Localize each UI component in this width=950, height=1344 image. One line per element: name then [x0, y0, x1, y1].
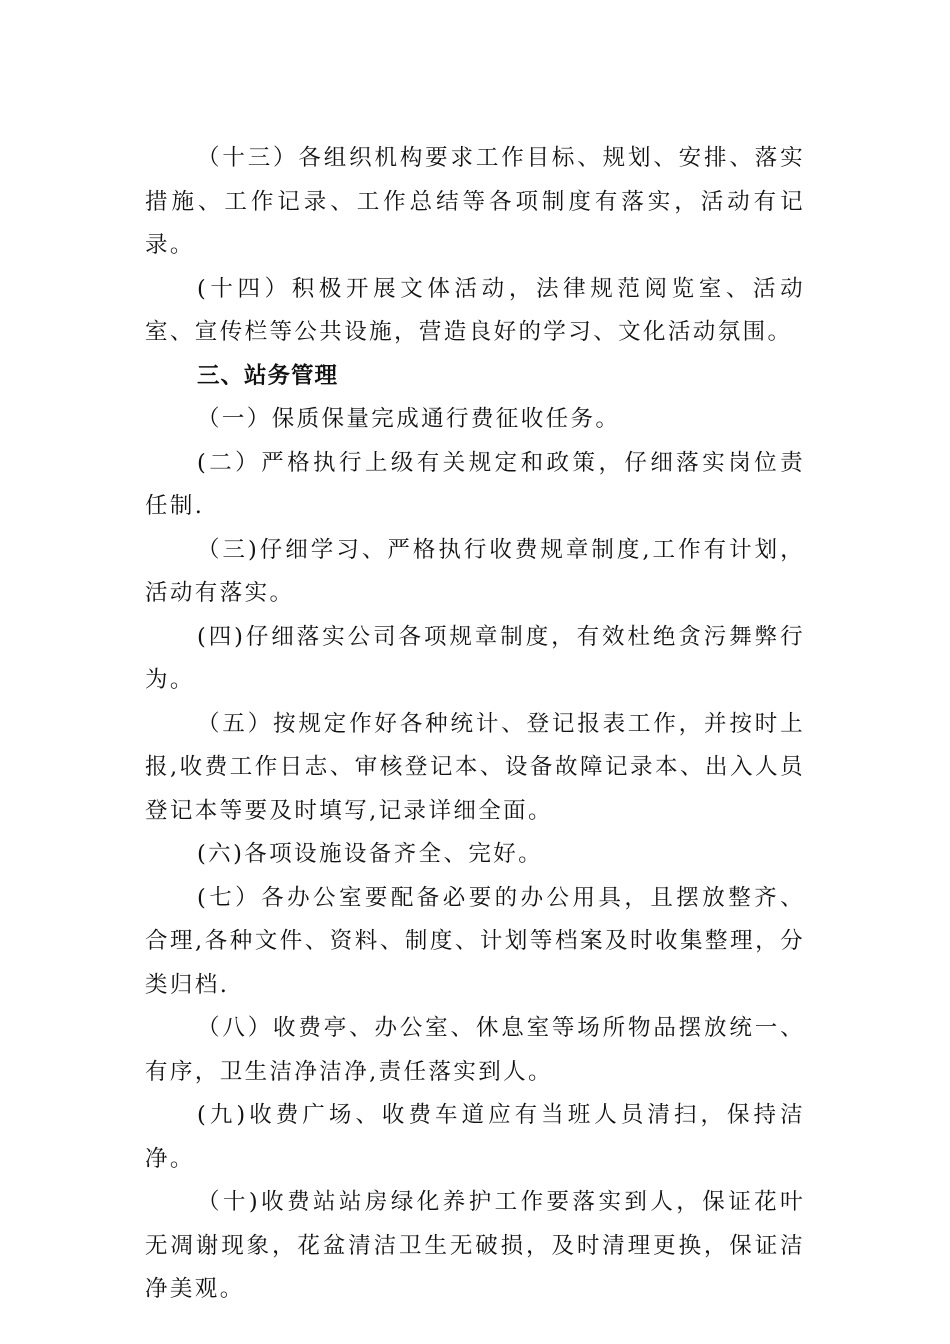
paragraph-item-1: （一）保质保量完成通行费征收任务。 — [197, 406, 621, 432]
paragraph-14: (十四）积极开展文体活动，法律规范阅览室、活动室、宣传栏等公共设施，营造良好的学习、文化活动氛围。 — [145, 275, 805, 345]
paragraph-item-4: (四)仔细落实公司各项规章制度，有效杜绝贪污舞弊行为。 — [145, 623, 805, 693]
paragraph-item-3: （三)仔细学习、严格执行收费规章制度,工作有计划，活动有落实。 — [145, 536, 805, 606]
paragraph-item-9: (九)收费广场、收费车道应有当班人员清扫，保持洁净。 — [145, 1102, 805, 1172]
paragraph-item-10: （十)收费站站房绿化养护工作要落实到人，保证花叶无凋谢现象，花盆清洁卫生无破损，及时清理更换，保证洁净美观。 — [145, 1189, 805, 1302]
paragraph-item-7: (七）各办公室要配备必要的办公用具，且摆放整齐、合理,各种文件、资料、制度、计划等档案及时收集整理，分类归档. — [145, 884, 805, 998]
paragraph-item-8: （八）收费亭、办公室、休息室等场所物品摆放统一、有序，卫生洁净洁净,责任落实到人。 — [145, 1015, 805, 1085]
paragraph-13: （十三）各组织机构要求工作目标、规划、安排、落实措施、工作记录、工作总结等各项制度有落实，活动有记录。 — [145, 145, 805, 258]
paragraph-item-5: （五）按规定作好各种统计、登记报表工作，并按时上报,收费工作日志、审核登记本、设备故障记录本、出入人员登记本等要及时填写,记录详细全面。 — [145, 710, 805, 824]
paragraph-item-2: (二）严格执行上级有关规定和政策，仔细落实岗位责任制. — [145, 449, 805, 519]
section-heading-station-affairs: 三、站务管理 — [197, 362, 339, 389]
document-body — [145, 137, 805, 1312]
paragraph-item-6: (六)各项设施设备齐全、完好。 — [197, 841, 544, 867]
